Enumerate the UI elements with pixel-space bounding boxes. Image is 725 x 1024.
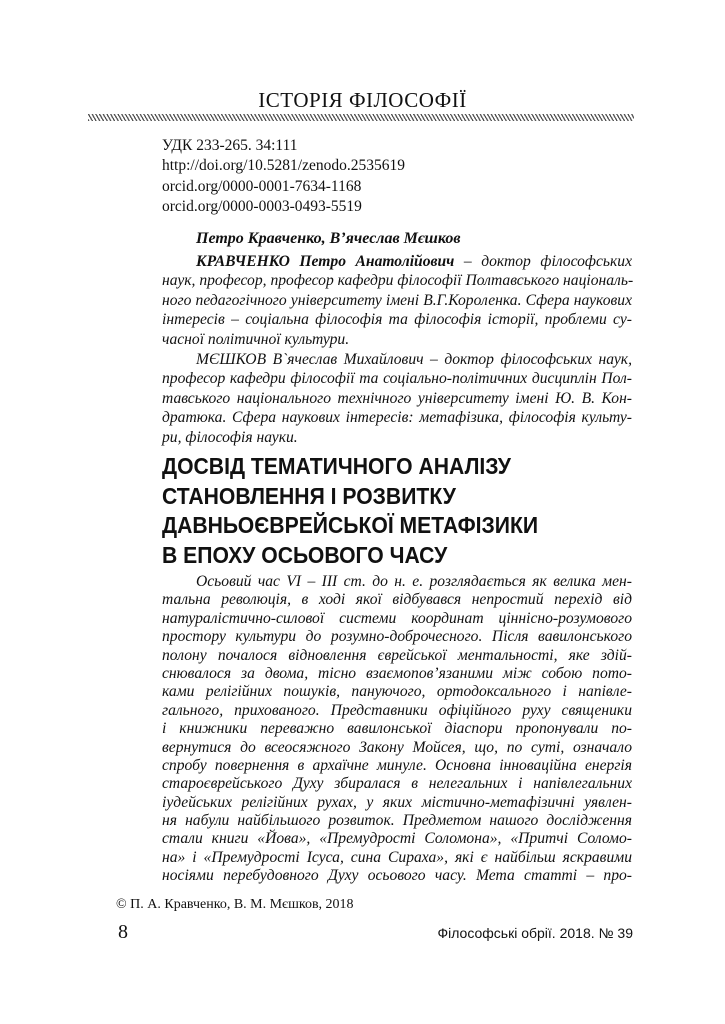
title-line: В ЕПОХУ ОСЬОВОГО ЧАСУ xyxy=(162,541,448,568)
text-line: староєврейського Духу збиралася в нелегальних і напівлегальних xyxy=(162,775,632,793)
article-authors: Петро Кравченко, В’ячеслав Мєшков xyxy=(196,230,461,247)
text-line: інтересів – соціальна філософія та філософія історії, проблеми су- xyxy=(162,311,632,329)
text-line: ня набули найбільшого розвиток. Предметом нашого дослідження xyxy=(162,812,632,830)
text-line: снювалося за двома, тісно взаємопов’язаними між собою пото- xyxy=(162,664,632,682)
text-line: гального, прихованого. Представники офіційного руху священики xyxy=(162,701,632,719)
text-line: дратюка. Сфера наукових інтересів: метафізика, філософія культу- xyxy=(162,409,632,427)
page-number: 8 xyxy=(118,921,128,943)
bio-text: – доктор філософських xyxy=(454,253,633,270)
text-line: простору культури до розумно-доброчесного. Після вавилонського xyxy=(162,628,632,646)
text-line: ками релігійних пошуків, пануючого, ортодоксального і напівле- xyxy=(162,683,632,701)
text-line: стали книги «Йова», «Премудрості Соломона», «Притчі Соломо- xyxy=(162,830,632,848)
title-line: ДАВНЬОЄВРЕЙСЬКОЇ МЕТАФІЗИКИ xyxy=(162,512,539,538)
orcid-link-2[interactable]: orcid.org/0000-0003-0493-5519 xyxy=(162,197,362,215)
article-title xyxy=(162,452,585,570)
copyright-note: © П. А. Кравченко, В. М. Мєшков, 2018 xyxy=(116,897,354,912)
text-line: носіями перебудовного Духу осьового часу. Мета статті – про- xyxy=(162,867,632,885)
text-line: тавського національного технічного університету імені Ю. В. Кон- xyxy=(162,389,632,407)
text-line: вернутися до всеосяжного Закону Мойсея, що, по суті, означало xyxy=(162,738,632,756)
author-bio-2 xyxy=(162,350,632,447)
text-line: ри, філософія науки. xyxy=(162,428,298,446)
text-line: натуралістично-силової системи координат ціннісно-розумового xyxy=(162,609,632,627)
text-line: професор кафедри філософії та соціально-політичних дисциплін Пол- xyxy=(162,370,632,388)
section-header: ІСТОРІЯ ФІЛОСОФІЇ xyxy=(258,88,467,112)
doi-link[interactable]: http://doi.org/10.5281/zenodo.2535619 xyxy=(162,157,405,175)
text-line: ного педагогічного університету імені В.Г.Короленка. Сфера наукових xyxy=(162,291,632,309)
text-line xyxy=(162,252,632,271)
text-line: Осьовий час VI – III ст. до н. е. розглядається як велика мен- xyxy=(196,573,632,590)
author-bio-1 xyxy=(162,252,632,349)
author-name: КРАВЧЕНКО Петро Анатолійович xyxy=(196,253,455,270)
text-line: і книжники переважно вавилонської діаспори пропонували по- xyxy=(162,720,632,738)
text-line: часної політичної культури. xyxy=(162,330,350,348)
article-metadata xyxy=(162,136,405,217)
text-line: тальна революція, в ході якої відбувався непростий перехід від xyxy=(162,591,632,609)
header-divider xyxy=(88,114,634,121)
text-line: наук, професор, професор кафедри філософії Полтавського національ- xyxy=(162,272,634,290)
text-line: іудейських релігійних рухах, у яких містично-метафізичні уявлен- xyxy=(162,793,632,811)
udk-code: УДК 233-265. 34:111 xyxy=(162,137,298,154)
journal-info: Філософські обрії. 2018. № 39 xyxy=(437,925,633,941)
title-line: ДОСВІД ТЕМАТИЧНОГО АНАЛІЗУ xyxy=(162,453,511,479)
title-line: СТАНОВЛЕННЯ І РОЗВИТКУ xyxy=(162,482,456,509)
text-line: спробу повернення в архаїчне минуле. Основна інноваційна енергія xyxy=(162,756,632,774)
abstract xyxy=(162,573,632,886)
text-line: на» і «Премудрості Ісуса, сина Сираха», які є найбільш яскравими xyxy=(162,848,632,866)
text-line: МЄШКОВ В`ячеслав Михайлович – доктор філософських наук, xyxy=(196,351,632,368)
text-line: полону почалося відновлення єврейської ментальності, яке здій- xyxy=(162,646,632,664)
orcid-link-1[interactable]: orcid.org/0000-0001-7634-1168 xyxy=(162,177,362,195)
